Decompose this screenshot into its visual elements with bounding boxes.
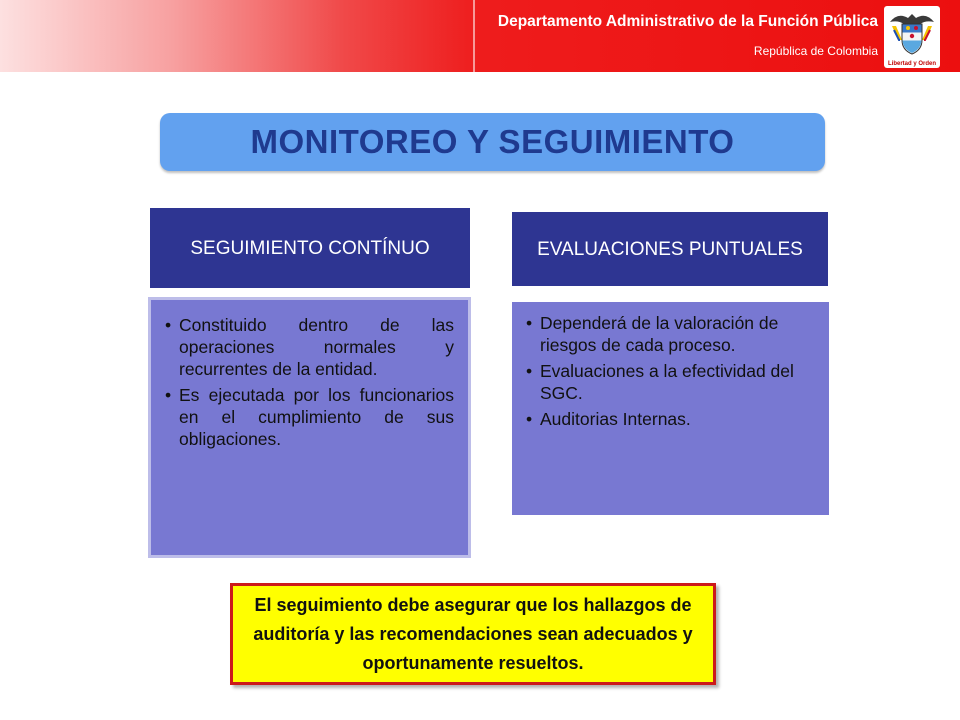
- list-item: • Es ejecutada por los funcionarios en el cumplimiento de sus obligaciones.: [165, 384, 454, 450]
- bullet-list: [165, 314, 454, 450]
- title-banner: [160, 113, 825, 171]
- list-item: • Dependerá de la valoración de riesgos de cada proceso.: [526, 312, 815, 356]
- bullet-list: [526, 312, 815, 430]
- country-name: República de Colombia: [753, 44, 878, 58]
- column-heading-point-evaluations: [512, 212, 828, 286]
- page-title: MONITOREO Y SEGUIMIENTO: [250, 123, 735, 160]
- crest-motto: Libertad y Orden: [887, 61, 936, 67]
- header-banner: [0, 0, 960, 72]
- column-box-point-evaluations: [512, 302, 829, 515]
- banner-divider: [473, 0, 475, 72]
- list-item: • Evaluaciones a la efectividad del SGC.: [526, 360, 815, 404]
- organization-name: Departamento Administrativo de la Función Pública: [497, 13, 878, 30]
- column-heading-label: SEGUIMIENTO CONTÍNUO: [190, 237, 430, 259]
- note-text: El seguimiento debe asegurar que los hallazgos de auditoría y las recomendaciones sean adecuados y oportunamente resueltos.: [253, 594, 693, 673]
- list-item: • Auditorias Internas.: [526, 408, 815, 430]
- column-box-continuous-monitoring: [148, 297, 471, 558]
- coat-of-arms-icon: [884, 6, 940, 68]
- list-item: • Constituido dentro de las operaciones normales y recurrentes de la entidad.: [165, 314, 454, 380]
- column-heading-continuous-monitoring: [150, 208, 470, 288]
- column-heading-label: EVALUACIONES PUNTUALES: [537, 238, 803, 260]
- highlight-note: [230, 583, 716, 685]
